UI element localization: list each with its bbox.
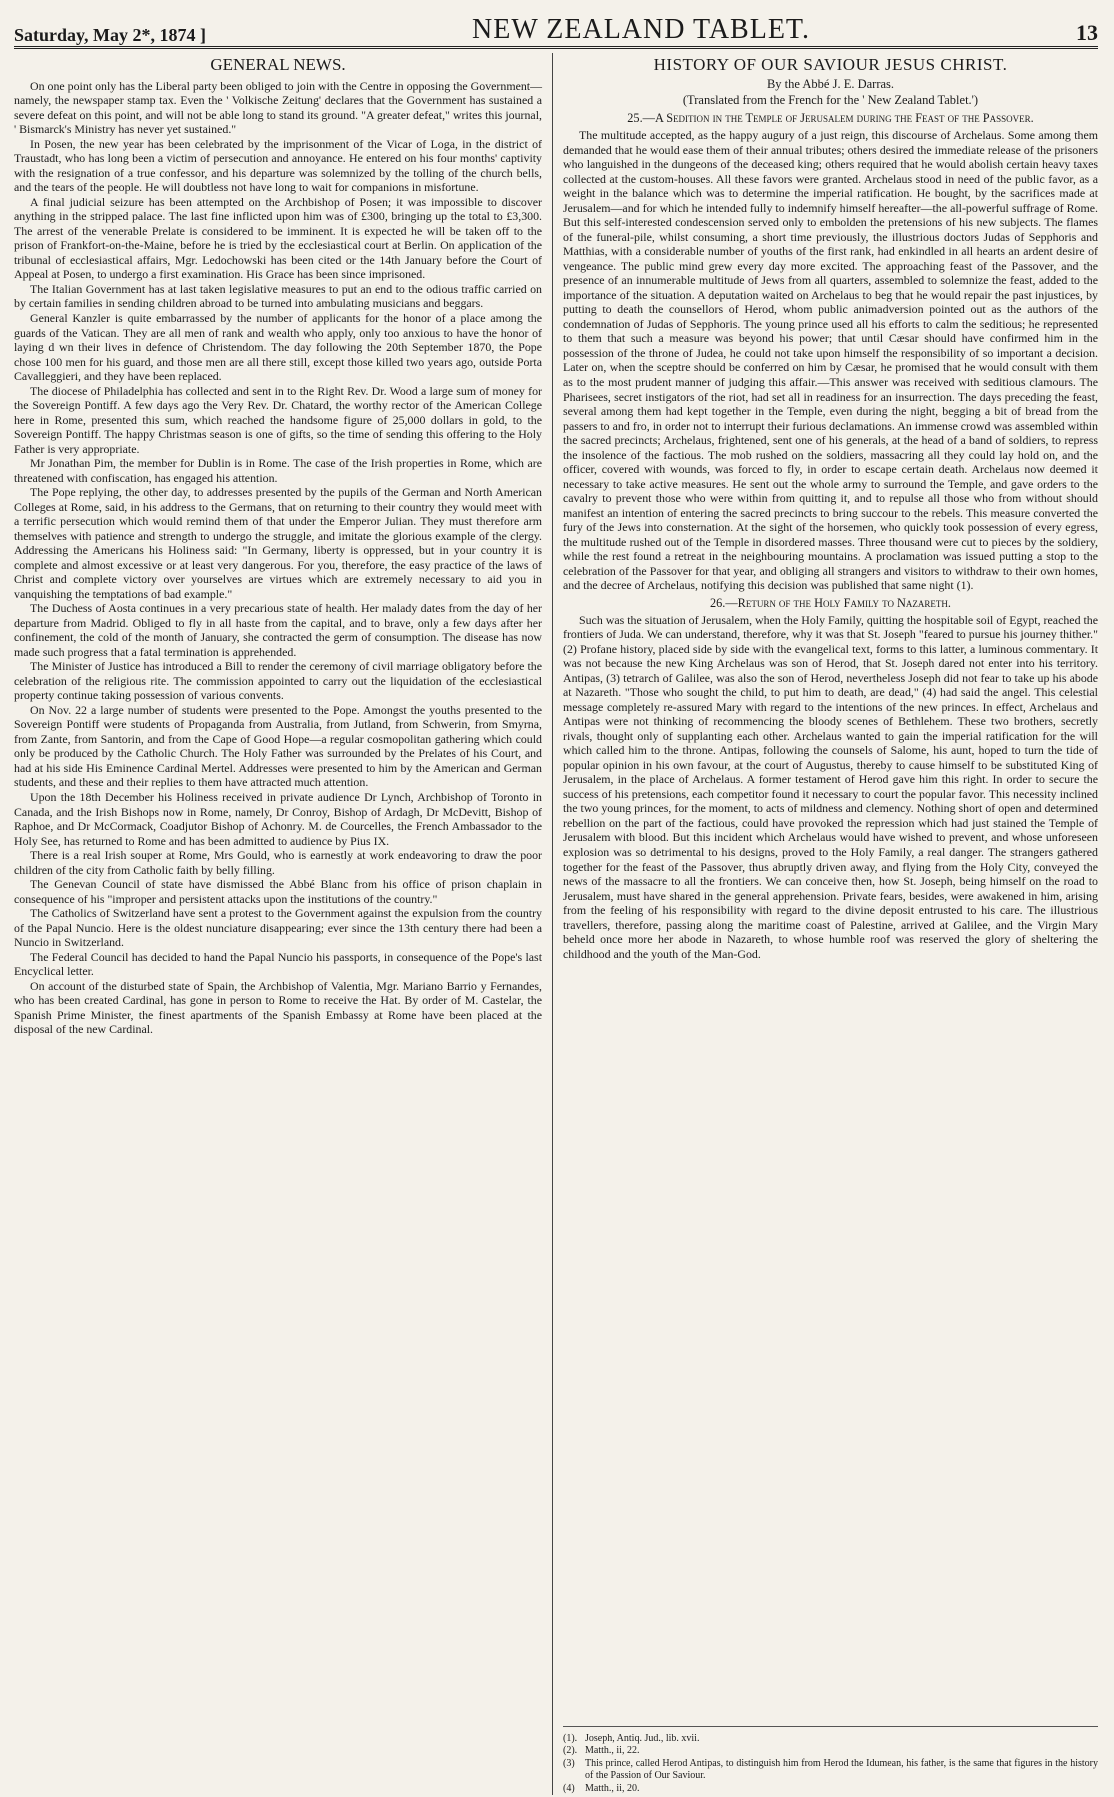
article-paragraph: On one point only has the Liberal party been obliged to join with the Centre in opposing the Government—namely, the newspaper stamp tax. Even the ' Volkische Zeitung' declares that the Government has sustained a severe defeat on this point, and will not be able long to stand its ground. "A greater defeat," writes this journal, ' Bismarck's Ministry has never yet sustained." [14, 78, 542, 137]
article-paragraph: The Italian Government has at last taken legislative measures to put an end to the odious traffic carried on by certain families in sending children abroad to be turned into ambulating musicians and beggars. [14, 281, 542, 311]
section-heading-sedition: 25.—A Sedition in the Temple of Jerusalem during the Feast of the Passover. [627, 111, 1034, 126]
footnote [563, 1745, 1098, 1758]
article-paragraph: The Minister of Justice has introduced a Bill to render the ceremony of civil marriage obligatory before the celebration of the religious rite. The commission appointed to carry out the liquidation of the ecclesiastical property continue taking possession of various convents. [14, 659, 542, 703]
history-heading: HISTORY OF OUR SAVIOUR JESUS CHRIST. [653, 55, 1008, 74]
footnote [563, 1783, 1098, 1796]
article-paragraph: The Pope replying, the other day, to addresses presented by the pupils of the German and North American Colleges at Rome, said, in his address to the Germans, that on returning to their country they would meet with a terrific persecution which would remind them of that under the Emperor Julian. They must therefore arm themselves with patience and strength to undergo the struggle, and imitate the glorious example of the clergy. Addressing the Americans his Holiness said: "In Germany, liberty is oppressed, but in your country it is complete and almost excessive or at least very dangerous. For you, therefore, the easy practice of the laws of Christ and complete victory over yourselves are virtues which are extremely necessary to aid you in vanquishing the temptations of bad example." [14, 485, 542, 601]
history-column [552, 53, 1098, 1795]
issue-date: Saturday, May 2*, 1874 ] [14, 25, 207, 45]
masthead [14, 6, 1098, 49]
footnote [563, 1733, 1098, 1746]
section-heading-return: 26.—Return of the Holy Family to Nazareth. [709, 595, 951, 610]
article-paragraph: Upon the 18th December his Holiness received in private audience Dr Lynch, Archbishop of Toronto in Canada, and the Irish Bishops now in Rome, namely, Dr Conroy, Bishop of Ardagh, Dr McDevitt, Bishop of Raphoe, and Dr McCormack, Coadjutor Bishop of Achonry. M. de Courcelles, the French Ambassador to the Holy See, has returned to Rome and has been admitted to audience by Pius IX. [14, 790, 542, 848]
page-number: 13 [1075, 20, 1098, 45]
byline: By the Abbé J. E. Darras. [766, 76, 895, 91]
article-paragraph: General Kanzler is quite embarrassed by the number of applicants for the honor of a place among the guards of the Vatican. They are all men of rank and wealth who apply, only too anxious to have the honor of laying d wn their lives in defence of Christendom. The day following the 20th September 1870, the Pope chose 100 men for his guard, and those men are all there still, except those killed two years ago, outside Porta Cavalleggieri, and they have been replaced. [14, 310, 542, 384]
newspaper-title: NEW ZEALAND TABLET. [472, 14, 810, 45]
article-paragraph: The Duchess of Aosta continues in a very precarious state of health. Her malady dates from the day of her departure from Madrid. Obliged to fly in all haste from the capital, and to brave, only a few days after her confinement, the cold of the month of January, she contracted the germ of consumption. The disease has now made such progress that a fatal termination is apprehended. [14, 601, 542, 659]
footnotes [563, 1726, 1098, 1796]
article-paragraph: Mr Jonathan Pim, the member for Dublin is in Rome. The case of the Irish properties in Rome, which are threatened with confiscation, has engaged his attention. [14, 456, 542, 485]
general-news-body [14, 79, 542, 1037]
footnote-mark: (4) [563, 1782, 575, 1794]
article-paragraph: There is a real Irish souper at Rome, Mrs Gould, who is earnestly at work endeavoring to draw the poor children of the city from Catholic faith by belly filling. [14, 848, 542, 877]
footnote-text: This prince, called Herod Antipas, to distinguish him from Herod the Idumean, his father, is the same that figures in the history of the Passion of Our Saviour. [585, 1757, 1098, 1781]
article-paragraph: The Federal Council has decided to hand the Papal Nuncio his passports, in consequence of the Pope's last Encyclical letter. [14, 949, 542, 979]
article-paragraph: The Catholics of Switzerland have sent a protest to the Government against the expulsion from the country of the Papal Nuncio. Here is the oldest nunciature disappearing; ever since the 13th century there had been a Nuncio in Switzerland. [14, 906, 542, 950]
translation-note: (Translated from the French for the ' New Zealand Tablet.') [682, 92, 979, 107]
article-paragraph: Such was the situation of Jerusalem, when the Holy Family, quitting the hospitable soil of Egypt, reached the frontiers of Juda. We can understand, therefore, why it was that St. Joseph "feared to pursue his journey thither." (2) Profane history, placed side by side with the evangelical text, forms to this latter, a luminous commentary. It was not because the new King Archelaus was son of Herod, that St. Joseph dared not enter into his territory. Antipas, (3) tetrarch of Galilee, was also the son of Herod, nevertheless Joseph did not fear to take up his abode at Nazareth. "Those who sought the child, to put him to death, are dead," (4) had said the angel. This celestial message completely re-assured Mary with regard to the intentions of the new princes. In effect, Archelaus and Antipas were not thinking of recommencing the bloody scenes of Bethlehem. These two brothers, secretly rivals, thought only of supplanting each other. Archelaus wanted to gain the imperial ratification for the will which called him to the throne. Antipas, following the counsels of Salome, his aunt, hoped to turn the tide of popular opinion in his own favour, at the court of Augustus, thereby to cause himself to be substituted King of Jerusalem, in the place of Archelaus. A former testament of Herod gave him this right. In order to secure the success of his pretensions, each competitor found it necessary to court the popular favor. This necessity inclined the two young princes, for the moment, to acts of mildness and clemency. Nothing short of open and determined rebellion on the part of the factious, could have provoked the repression which had just stained the Temple of Jerusalem with blood. But this incident which Archelaus would have wished to prevent, and whose unforeseen explosion was so detrimental to his designs, proved to the Holy Family, a real danger. The strangers gathered together for the feast of the Passover, thus abruptly driven away, and flying from the Holy City, conveyed the news of the massacre to all the frontiers. We can conceive then, how St. Joseph, being himself on the road to Jerusalem, must have shared in the general apprehension. Private fears, besides, were awakened in him, arising from the feeling of his responsibility with regard to the divine deposit entrusted to his care. The illustrious travellers, therefore, passing along the maritime coast of Palestine, arrived at Galilee, and the Virgin Mary beheld once more her abode in Nazareth, to whose humble roof was reserved the glory of sheltering the childhood and the youth of the Man-God. [563, 612, 1098, 961]
article-paragraph: The diocese of Philadelphia has collected and sent in to the Right Rev. Dr. Wood a large sum of money for the Sovereign Pontiff. A few days ago the Very Rev. Dr. Chatard, the worthy rector of the American College here in Rome, presented this sum, which reached the handsome figure of 25,000 dollars in gold, to the Sovereign Pontiff. The happy Christmas season is one of gifts, so the time of sending this offering to the Holy Father is very appropriate. [14, 383, 542, 456]
article-paragraph: On Nov. 22 a large number of students were presented to the Pope. Amongst the youths presented to the Sovereign Pontiff were students of Propaganda from Australia, from Jutland, from Schwerin, from Smyrna, from Zante, from Santorin, and from the Cape of Good Hope—a regular cosmopolitan gathering which could only be produced by the Catholic Church. The Holy Father was surrounded by the Prelates of his Court, and had at his side His Eminence Cardinal Mertel. Addresses were presented to him by the American and German students, and these and their replies to them have attracted much attention. [14, 702, 542, 790]
footnote-mark: (3) [563, 1757, 575, 1769]
general-news-column [14, 53, 552, 1795]
footnote [563, 1758, 1098, 1783]
article-paragraph: A final judicial seizure has been attempted on the Archbishop of Posen; it was impossible to discover anything in the stripped palace. The last fine inflicted upon him was of £300, bringing up the total to £3,300. The arrest of the venerable Prelate is considered to be imminent. It is expected he will be taken off to the prison of Frankfort-on-the-Maine, before he is tried by the ecclesiastical court at Berlin. On application of the tribunal of ecclesiastical affairs, Mgr. Ledochowski has been cited or the 14th January before the Court of Appeal at Posen, to undergo a first examination. His Grace has been since imprisoned. [14, 194, 542, 282]
section-body-sedition [563, 128, 1098, 593]
footnote-mark: (2). [563, 1745, 578, 1756]
footnote-text: Matth., ii, 20. [585, 1782, 640, 1794]
article-paragraph: On account of the disturbed state of Spain, the Archbishop of Valentia, Mgr. Mariano Barrio y Fernandes, who has been created Cardinal, has gone in person to Rome to receive the Hat. By order of M. Castelar, the Spanish Prime Minister, the finest apartments of the Spanish Embassy at Rome have been placed at the disposal of the new Cardinal. [14, 978, 542, 1037]
footnote-mark: (1). [563, 1732, 578, 1744]
footnote-text: Matth., ii, 22. [585, 1745, 640, 1756]
article-paragraph: The Genevan Council of state have dismissed the Abbé Blanc from his office of prison chaplain in consequence of his "improper and persistent attacks upon the institutions of the country." [14, 877, 542, 906]
general-news-heading: GENERAL NEWS. [210, 55, 346, 74]
article-paragraph: In Posen, the new year has been celebrated by the imprisonment of the Vicar of Loga, in the district of Traustadt, who has long been a victim of persecution and annoyance. He entered on his four months' captivity with the resignation of a true confessor, and his departure was solemnized by the tolling of the church bells, and the tears of the people. He will doubtless not have long to wait for companions in misfortune. [14, 136, 542, 195]
article-paragraph: The multitude accepted, as the happy augury of a just reign, this discourse of Archelaus. Some among them demanded that he would ease them of their annual tributes; others desired the immediate release of the prisoners who languished in the dungeons of the deceased king; others required that he would abolish certain heavy taxes collected at the custom-houses. All these favors were granted. Archelaus stood in need of the public favor, as a weight in the balance which was to determine the imperial ratification. He bought, by the sacrifices made at Jerusalem—and for which he intended fully to indemnify himself hereafter—the all-powerful suffrage of Rome. But this self-interested condescension served only to embolden the pretensions of his new subjects. The flames of the funeral-pile, whilst consuming, a short time previously, the illustrious doctors Judas of Sepphoris and Matthias, with a considerable number of youths of the first rank, had enkindled in all hearts an ardent desire of vengeance. The public mind grew every day more excited. The approaching feast of the Passover, and the presence of an innumerable multitude of Jews from all quarters, assembled to solemnize the feast, added to the importance of the situation. A deputation waited on Archelaus to beg that he would repair the past injustices, by putting to death the counsellors of Herod, whom public animadversion pointed out as the authors of the condemnation of Judas of Sepphoris. The young prince used all his efforts to calm the seditious; he represented to them that such a measure was beyond his power; that until Cæsar should have confirmed him in the possession of the throne of Judea, he could not take upon himself the responsibility of so important a decision. Later on, when the sceptre should be conferred on him by Cæsar, he promised that he would consult with them as to the most prudent manner of judging this affair.—This answer was received with seditious clamours. The Pharisees, secret instigators of the riot, had set all in readiness for an insurrection. The days preceding the feast, several among them had kept together in the Temple, even during the night, begging a bit of bread from the passers to and fro, in order not to interrupt their furious declamations. An immense crowd was assembled within the sacred precincts; Archelaus, frightened, sent one of his generals, at the head of a band of soldiers, to repress the insolence of the factious. The mob rushed on the soldiers, massacring all they could lay hold on, and the officer, covered with wounds, was forced to fly, in order to escape certain death. Archelaus now deemed it necessary to take active measures. He sent out the whole army to surround the Temple, and gave orders to the cavalry to prevent those who were within from quitting it, and to repulse all those who from without should manifest an intention of entering the sacred precincts to bring succour to the rebels. This measure converted the fury of the Jews into consternation. At the sight of the horsemen, who quickly took possession of every egress, the multitude rushed out of the Temple in disordered masses. Three thousand were cut to pieces by the soldiery, while the rest found a retreat in the neighbouring mountains. A proclamation was issued putting a stop to the celebration of the Passover for that year, and obliging all strangers and visitors to withdraw to their own homes, and the decree of Archelaus, notifying this decision was published that same night (1). [563, 128, 1098, 593]
footnote-text: Joseph, Antiq. Jud., lib. xvii. [585, 1732, 700, 1744]
columns [14, 53, 1098, 1795]
section-body-return [563, 613, 1098, 961]
